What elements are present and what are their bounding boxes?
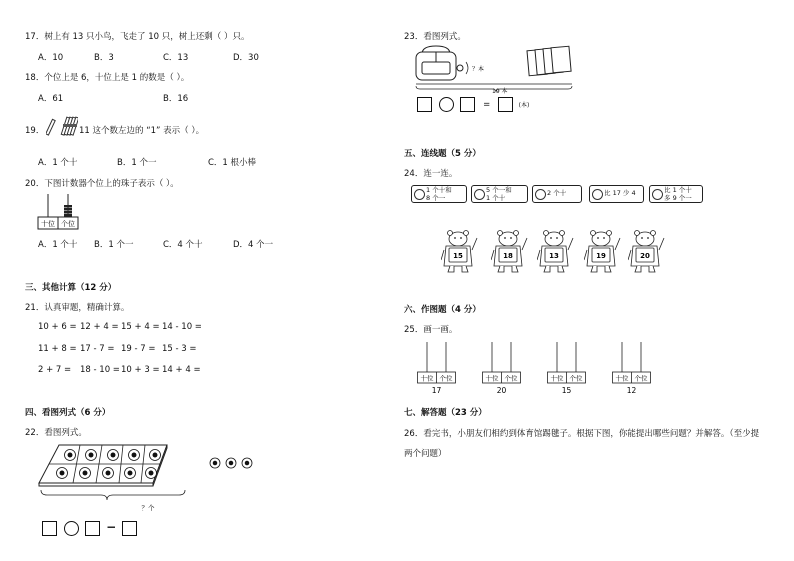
question-26-line-1: 26．看完书，小朋友们相约到体育馆踢毽子。根据下图，你能提出哪些问题？并解答。（至少提 [404, 429, 760, 439]
calc-item: 14 - 10 = [162, 322, 202, 332]
q23-equals-sign: = [483, 100, 491, 110]
figure-number-label: 13 [549, 252, 559, 260]
number-figure[interactable] [584, 230, 622, 274]
calc-item: 19 - 7 = [121, 344, 156, 354]
q22-minus-sign: − [106, 520, 117, 534]
calc-item: 15 - 3 = [162, 344, 197, 354]
match-card-line: 比 17 少 4 [604, 189, 636, 197]
soccer-ball-icon [125, 468, 136, 479]
q17-option-b[interactable]: B．3 [94, 53, 114, 63]
abacus-ones-label: 个位 [61, 220, 75, 228]
match-card-text [604, 190, 636, 198]
balls-outside [210, 458, 252, 468]
figure-number-label: 19 [596, 252, 606, 260]
empty-abacus[interactable] [482, 341, 522, 397]
match-card[interactable] [471, 185, 528, 203]
soccer-ball-icon [150, 450, 161, 461]
q23-operator-circle[interactable] [439, 97, 454, 112]
figure-number-label: 18 [503, 252, 513, 260]
q17-option-c[interactable]: C．13 [163, 53, 189, 63]
soccer-ball-icon [57, 468, 68, 479]
ones-place-label: 个位 [439, 374, 453, 383]
ones-place-label: 个位 [634, 374, 648, 383]
soccer-ball-icon [65, 450, 76, 461]
q18-option-a[interactable]: A．61 [38, 94, 64, 104]
match-card-line: 2 个十 [547, 189, 567, 197]
question-20: 20．下图计数器个位上的珠子表示（ ）。 [25, 179, 179, 189]
q18-option-b[interactable]: B．16 [163, 94, 189, 104]
calc-item: 10 + 6 = [38, 322, 77, 332]
q17-option-d[interactable]: D．30 [233, 53, 259, 63]
abacus-target-number: 17 [431, 386, 442, 395]
cartoon-face-icon [414, 189, 425, 200]
section-5-title: 五、连线题（5 分） [404, 149, 481, 159]
abacus-target-number: 15 [561, 386, 572, 395]
match-card-line: 多 9 个一 [664, 193, 692, 202]
question-25: 25．画一画。 [404, 325, 458, 335]
brace-label: ？个 [141, 504, 155, 512]
abacus-target-number: 12 [626, 386, 637, 395]
question-22: 22．看图列式。 [25, 428, 87, 438]
calc-item: 11 + 8 = [38, 344, 77, 354]
soccer-ball-icon [80, 468, 91, 479]
q22-answer-row [42, 520, 137, 536]
figure-number-label: 20 [640, 252, 650, 260]
abacus-figure [37, 193, 83, 233]
stick-bundle-image [46, 115, 78, 137]
question-18: 18．个位上是 6，十位上是 1 的数是（ ）。 [25, 73, 190, 83]
ones-place-label: 个位 [569, 374, 583, 383]
q23-answer-box-1[interactable] [417, 97, 432, 112]
calc-item: 12 + 4 = [80, 322, 119, 332]
q19-option-b[interactable]: B．1 个一 [117, 158, 157, 168]
q22-answer-box-3[interactable] [122, 521, 137, 536]
empty-abacus[interactable] [547, 341, 587, 397]
figure-number-label: 15 [453, 252, 463, 260]
q20-option-a[interactable]: A．1 个十 [38, 240, 78, 250]
soccer-ball-icon [129, 450, 140, 461]
q20-option-b[interactable]: B．1 个一 [94, 240, 134, 250]
q17-option-a[interactable]: A．10 [38, 53, 64, 63]
match-card-line: 8 个一 [426, 193, 446, 202]
q23-answer-box-2[interactable] [460, 97, 475, 112]
calc-item: 15 + 4 = [121, 322, 160, 332]
q23-total-label: 19 本 [492, 88, 508, 95]
q23-answer-box-3[interactable] [498, 97, 513, 112]
match-card-text [426, 187, 452, 202]
question-17: 17．树上有 13 只小鸟，飞走了 10 只，树上还剩（ ）只。 [25, 32, 250, 42]
tens-place-label: 十位 [550, 374, 564, 383]
cartoon-face-icon [652, 189, 663, 200]
cartoon-face-icon [474, 189, 485, 200]
soccer-ball-icon [103, 468, 114, 479]
q22-operator-circle[interactable] [64, 521, 79, 536]
ones-place-label: 个位 [504, 374, 518, 383]
q23-answer-row [417, 97, 529, 112]
calc-item: 18 - 10 = [80, 365, 120, 375]
tens-place-label: 十位 [615, 374, 629, 383]
soccer-ball-icon [108, 450, 119, 461]
q20-option-c[interactable]: C．4 个十 [163, 240, 203, 250]
calc-item: 10 + 3 = [121, 365, 160, 375]
match-card-line: 1 个十和 [426, 186, 452, 194]
match-card[interactable] [532, 185, 582, 203]
soccer-ball-icon [146, 468, 157, 479]
soccer-ball-icon [86, 450, 97, 461]
section-3-title: 三、其他计算（12 分） [25, 283, 117, 293]
match-card-line: 5 个一和 [486, 186, 512, 194]
q23-unit: (本) [518, 102, 530, 109]
question-19-number: 19． [25, 126, 45, 136]
question-24: 24．连一连。 [404, 169, 458, 179]
soccer-ball-icon [210, 458, 220, 468]
q22-answer-box-1[interactable] [42, 521, 57, 536]
number-figure[interactable] [537, 230, 575, 274]
match-card-line: 1 个十 [486, 193, 506, 202]
tens-place-label: 十位 [420, 374, 434, 383]
q20-option-d[interactable]: D．4 个一 [233, 240, 274, 250]
match-card-text [486, 187, 512, 202]
q19-option-c[interactable]: C．1 根小棒 [208, 158, 257, 168]
book-question-label: ？本 [472, 66, 485, 73]
number-figure[interactable] [441, 230, 479, 274]
empty-abacus[interactable] [417, 341, 457, 397]
number-figure[interactable] [628, 230, 666, 274]
soccer-ball-box-figure [35, 443, 265, 515]
match-card[interactable] [649, 185, 703, 203]
cartoon-face-icon [592, 189, 603, 200]
abacus-target-number: 20 [496, 386, 507, 395]
section-7-title: 七、解答题（23 分） [404, 408, 487, 418]
section-4-title: 四、看图列式（6 分） [25, 408, 111, 418]
calc-item: 14 + 4 = [162, 365, 201, 375]
tens-place-label: 十位 [485, 374, 499, 383]
match-card-text [547, 190, 566, 198]
calc-item: 2 + 7 = [38, 365, 72, 375]
question-19: 11 这个数左边的 “1” 表示（ ）。 [79, 126, 205, 136]
match-card-text [664, 187, 692, 202]
empty-abacus[interactable] [612, 341, 652, 397]
cartoon-face-icon [535, 189, 546, 200]
match-card[interactable] [589, 185, 644, 203]
calc-item: 17 - 7 = [80, 344, 115, 354]
match-card-line: 比 1 个十 [664, 186, 692, 194]
soccer-ball-icon [226, 458, 236, 468]
section-6-title: 六、作图题（4 分） [404, 305, 481, 315]
soccer-ball-icon [242, 458, 252, 468]
question-26-line-2: 两个问题） [404, 449, 447, 459]
number-figure[interactable] [491, 230, 529, 274]
abacus-tens-label: 十位 [41, 220, 55, 228]
q22-answer-box-2[interactable] [85, 521, 100, 536]
question-23: 23．看图列式。 [404, 32, 466, 42]
q19-option-a[interactable]: A．1 个十 [38, 158, 78, 168]
question-21: 21．认真审题，精确计算。 [25, 303, 130, 313]
match-card[interactable] [411, 185, 467, 203]
